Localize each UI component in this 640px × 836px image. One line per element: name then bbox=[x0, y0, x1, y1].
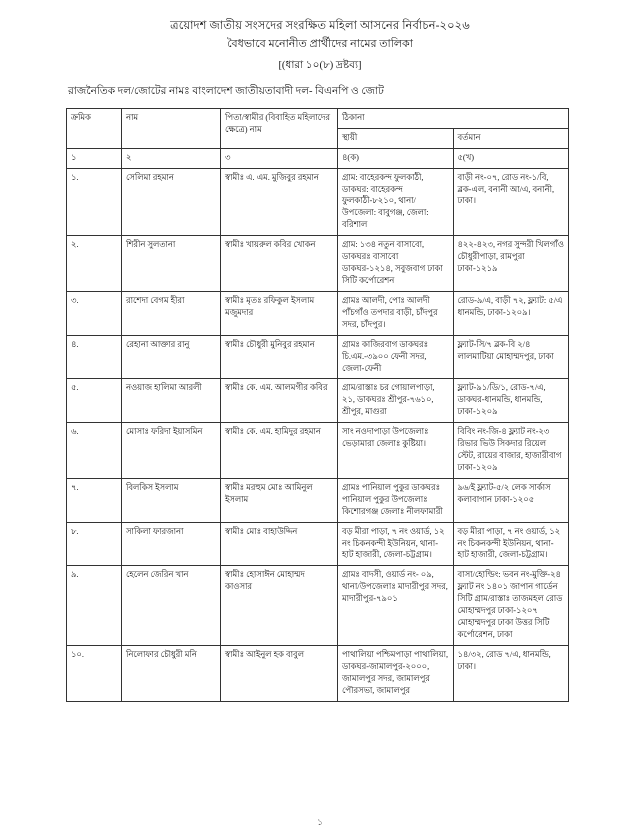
cell-serial: ৬. bbox=[67, 423, 122, 479]
table-body bbox=[67, 168, 569, 701]
cell-name: নিলোফার চৌধুরী মনি bbox=[122, 645, 221, 701]
colnum-3: ৩ bbox=[221, 148, 338, 168]
cell-name: নওয়াজ হালিমা আরলী bbox=[122, 379, 221, 423]
cell-name: সেলিমা রহমান bbox=[122, 168, 221, 236]
col-header-permanent: স্থায়ী bbox=[338, 128, 454, 148]
cell-serial: ৪. bbox=[67, 335, 122, 379]
cell-permanent-address: গ্রামঃ আলদী, পোঃ আলদী পাঁচগাঁও তপদার বাড়ী, চাঁদপুর সদর, চাঁদপুর। bbox=[338, 291, 454, 335]
cell-present-address: ৯৬/ই ফ্ল্যাট-৫/২ লেক সার্কাস কলাবাগান ঢাকা-১২০৫ bbox=[453, 478, 569, 522]
cell-serial: ২. bbox=[67, 236, 122, 292]
cell-present-address: বড় মীরা পাড়া, ৭ নং ওয়ার্ড, ১২ নং চিকনকন্দী ইউনিয়ন, থানা-হাট হাজারী, জেলা-চট্টগ্রাম। bbox=[453, 522, 569, 566]
table-row bbox=[67, 335, 569, 379]
table-row bbox=[67, 522, 569, 566]
col-header-address: ঠিকানা bbox=[338, 108, 569, 128]
cell-name: হেলেন জেরিন খান bbox=[122, 566, 221, 646]
table-row bbox=[67, 645, 569, 701]
colnum-2: ২ bbox=[122, 148, 221, 168]
cell-name: রেহানা আক্তার রানু bbox=[122, 335, 221, 379]
cell-serial: ১০. bbox=[67, 645, 122, 701]
cell-present-address: ১৪/৩২, রোড ৭/এ, ধানমন্ডি, ঢাকা। bbox=[453, 645, 569, 701]
cell-permanent-address: গ্রাম/রাস্তাঃ চর গোয়ালপাড়া, ২১, ডাকঘরঃ শ্রীপুর-৭৬১০, শ্রীপুর, মাগুরা bbox=[338, 379, 454, 423]
colnum-1: ১ bbox=[67, 148, 122, 168]
cell-permanent-address: গ্রামঃ বাদসী, ওয়ার্ড নং- ০৯, থানা/উপজেলাঃ মাদারীপুর সদর, মাদারীপুর-৭৯০১ bbox=[338, 566, 454, 646]
cell-serial: ৩. bbox=[67, 291, 122, 335]
col-header-name: নাম bbox=[122, 108, 221, 148]
cell-father: স্বামীঃ এ. এম. মুজিবুর রহমান bbox=[221, 168, 338, 236]
cell-permanent-address: সাং নওদাপাড়া উপজেলাঃ ভেড়ামারা জেলাঃ কুষ্টিয়া। bbox=[338, 423, 454, 479]
header-line-2: বৈধভাবে মনোনীত প্রার্থীদের নামের তালিকা bbox=[227, 37, 413, 50]
cell-father: স্বামীঃ হোসাঈন মোহাম্মদ কাওসার bbox=[221, 566, 338, 646]
cell-serial: ৯. bbox=[67, 566, 122, 646]
colnum-5: ৫(খ) bbox=[453, 148, 569, 168]
cell-permanent-address: গ্রাম: বাহেরকন্দ ফুলকাঠী, ডাকঘর: বাহেরকন্দ ফুলকাঠী-৮২১০, থানা/উপজেলা: বাবুগঞ্জ, জেলা: বরিশাল bbox=[338, 168, 454, 236]
cell-present-address: ফ্ল্যাট-৯১/ডি/১, রোড-৭/এ, ডাকঘর-ধানমন্ডি, ধানমন্ডি, ঢাকা-১২০৯ bbox=[453, 379, 569, 423]
table-column-number-row bbox=[67, 148, 569, 168]
cell-present-address: বাসা/হোল্ডিং: ভবন নং-মুক্তি-২৪ ফ্ল্যাট নং ১৪০১ জাপান গার্ডেন সিটি গ্রাম/রাস্তাঃ তাজমহল রোড মোহাম্মদপুর ঢাকা-১২০৭ মোহাম্মদপুর ঢাকা উত্তর সিটি কর্পোরেশন, ঢাকা bbox=[453, 566, 569, 646]
cell-serial: ৫. bbox=[67, 379, 122, 423]
page-number: ১ bbox=[317, 817, 323, 827]
cell-present-address: ৪২২-৪২৩, নগর সুন্দরী খিলগাঁও চৌধুরীপাড়া, রামপুরা ঢাকা-১২১৯ bbox=[453, 236, 569, 292]
cell-name: শিরীন সুলতানা bbox=[122, 236, 221, 292]
colnum-4: ৪(ক) bbox=[338, 148, 454, 168]
document-header bbox=[34, 18, 606, 73]
cell-serial: ১. bbox=[67, 168, 122, 236]
cell-father: স্বামীঃ চৌধুরী মুনিবুর রহমান bbox=[221, 335, 338, 379]
col-header-present: বর্তমান bbox=[453, 128, 569, 148]
party-name-line: রাজনৈতিক দল/জোটের নামঃ বাংলাদেশ জাতীয়তাবাদী দল- বিএনপি ও জোট bbox=[68, 85, 384, 97]
cell-serial: ৮. bbox=[67, 522, 122, 566]
cell-permanent-address: গ্রামঃ পানিয়াল পুকুর ডাকঘরঃ পানিয়াল পুকুর উপজেলাঃ কিশোরগঞ্জ জেলাঃ নীলফামারী bbox=[338, 478, 454, 522]
cell-father: স্বামীঃ মৃতঃ রফিকুল ইসলাম মজুমদার bbox=[221, 291, 338, 335]
col-header-serial: ক্রমিক bbox=[67, 108, 122, 148]
table-row bbox=[67, 423, 569, 479]
cell-father: স্বামীঃ আইনুল হক বাবুল bbox=[221, 645, 338, 701]
cell-name: বিলকিস ইসলাম bbox=[122, 478, 221, 522]
table-head bbox=[67, 108, 569, 168]
col-header-father: পিতা/স্বামীর (বিবাহিত মহিলাদের ক্ষেত্রে) নাম bbox=[221, 108, 338, 148]
cell-permanent-address: গ্রামঃ কাজিরবাগ ডাকঘরঃ চি.এম.-৩৯০০ ফেনী সদর, জেলা-ফেনী bbox=[338, 335, 454, 379]
cell-present-address: রোড-৯/এ, বাড়ী ৭২, ফ্ল্যাট: ৫/এ ধানমন্ডি, ঢাকা-১২০৯। bbox=[453, 291, 569, 335]
cell-father: স্বামীঃ কে. এম. আলমগীর কবির bbox=[221, 379, 338, 423]
table-row bbox=[67, 478, 569, 522]
table-row bbox=[67, 566, 569, 646]
cell-father: স্বামীঃ খায়রুল কবির খোকন bbox=[221, 236, 338, 292]
cell-father: স্বামীঃ কে. এম. হামিদুর রহমান bbox=[221, 423, 338, 479]
table-row bbox=[67, 168, 569, 236]
cell-present-address: ফ্ল্যাট-সি/৭ ব্লক-বি ২/৪ লালমাটিয়া মোহাম্মদপুর, ঢাকা bbox=[453, 335, 569, 379]
cell-permanent-address: বড় মীরা পাড়া, ৭ নং ওয়ার্ড, ১২ নং চিকনকন্দী ইউনিয়ন, থানা-হাট হাজারী, জেলা-চট্টগ্রাম। bbox=[338, 522, 454, 566]
cell-permanent-address: পাথালিয়া পশ্চিমপাড়া পাথালিয়া, ডাকঘর-জামালপুর-২০০০, জামালপুর সদর, জামালপুর পৌরসভা, জামালপুর bbox=[338, 645, 454, 701]
cell-father: স্বামীঃ মরহুম মোঃ আমিনুল ইসলাম bbox=[221, 478, 338, 522]
cell-present-address: বিবিং নং-জি-৪ ফ্ল্যাট নং-২৩ রিভার ভিউ সিকদার রিয়েল স্টেট, রায়ের বাজার, হাজারীবাগ ঢাকা-১২০৯ bbox=[453, 423, 569, 479]
cell-present-address: বাড়ী নং-০৭, রোড নং-১/বি, ব্লক-এল, বনানী আ/এ, বনানী, ঢাকা। bbox=[453, 168, 569, 236]
cell-permanent-address: গ্রাম: ১৩৪ নতুন বাসাবো, ডাকঘরঃ বাসাবো ডাকঘর-১২১৪, সবুজবাগ ঢাকা সিটি কর্পোরেশন bbox=[338, 236, 454, 292]
cell-name: মোসাঃ ফরিদা ইয়াসমিন bbox=[122, 423, 221, 479]
table-header-row bbox=[67, 108, 569, 128]
cell-father: স্বামীঃ মোঃ বাহাউদ্দিন bbox=[221, 522, 338, 566]
table-row bbox=[67, 291, 569, 335]
cell-name: সাকিলা ফারজানা bbox=[122, 522, 221, 566]
header-line-3: [(ধারা ১০(৮) দ্রষ্টব্য] bbox=[278, 59, 362, 71]
cell-serial: ৭. bbox=[67, 478, 122, 522]
header-line-1: ত্রয়োদশ জাতীয় সংসদের সংরক্ষিত মহিলা আসনের নির্বাচন-২০২৬ bbox=[170, 20, 470, 32]
candidate-table bbox=[66, 108, 569, 702]
cell-name: রাশেদা বেগম হীরা bbox=[122, 291, 221, 335]
table-row bbox=[67, 379, 569, 423]
table-row bbox=[67, 236, 569, 292]
